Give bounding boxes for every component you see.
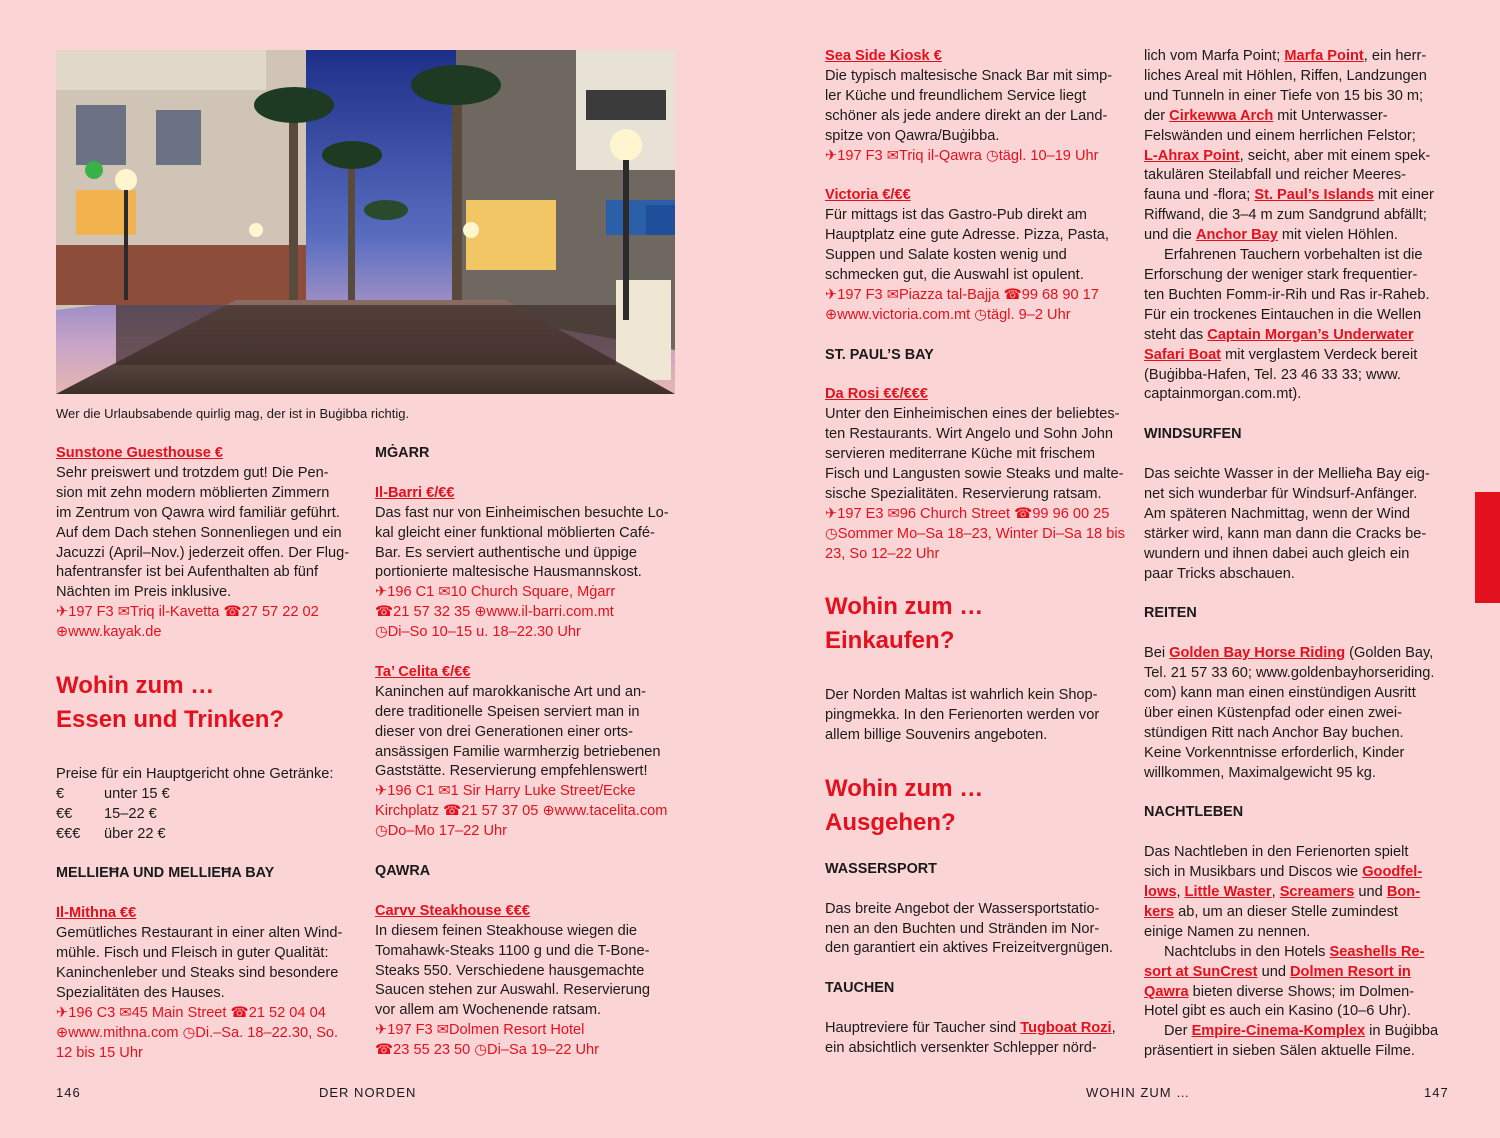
venue-title[interactable]: Il-Mithna €€ (56, 905, 137, 922)
text-line: Tomahawk-Steaks 1100 g und die T-Bone- (375, 942, 650, 959)
text-line: Unter den Einheimischen eines der beliebtes- (825, 406, 1120, 423)
text-line: wundern und ihnen dabei auch gleich ein (1144, 545, 1410, 562)
boat-link[interactable]: Safari Boat (1144, 346, 1222, 363)
text-line: Für ein trockenes Eintauchen in die Wellen (1144, 306, 1422, 323)
text-line: paar Tricks abschauen. (1144, 565, 1295, 582)
text-line: ein absichtlich versenkter Schlepper nörd- (825, 1039, 1097, 1056)
venue-title[interactable]: Sunstone Guesthouse € (56, 445, 224, 461)
text-line: captainmorgan.com.mt). (1144, 386, 1302, 403)
photo-illustration (56, 50, 675, 394)
chapter-tab (1475, 492, 1500, 603)
page-number-right: 147 (1424, 1085, 1449, 1100)
club-link[interactable]: Screamers (1279, 883, 1355, 900)
sub-heading: WINDSURFEN (1144, 426, 1242, 443)
running-title-right: WOHIN ZUM … (1086, 1085, 1191, 1100)
region-heading: ST. PAUL’S BAY (825, 346, 934, 363)
text-line: hafentransfer ist bei Aufenthalten ab fünf (56, 564, 319, 581)
text-line: ler Küche und freundlichem Service liegt (825, 87, 1087, 104)
column-left-1 (56, 444, 361, 1063)
text-line: Kaninchen auf marokkanische Art und an- (375, 683, 646, 700)
venue-info: ⊕www.victoria.com.mt ◷tägl. 9–2 Uhr (825, 306, 1071, 323)
text-line: und Tunneln in einer Tiefe von 15 bis 30 m; (1144, 87, 1424, 104)
text-line: L-Ahrax Point, seicht, aber mit einem spek- (1144, 147, 1431, 164)
text-line: spitze von Qawra/Buġibba. (825, 127, 1000, 144)
text-line: sische Spezialitäten. Reservierung ratsam. (825, 485, 1102, 502)
text-line: Nächten im Preis inklusive. (56, 584, 232, 601)
venue-info: ✈196 C1 ✉10 Church Square, Mġarr (375, 584, 616, 601)
text-line: Die typisch maltesische Snack Bar mit simp- (825, 67, 1113, 84)
text-line: Das Nachtleben in den Ferienorten spielt (1144, 844, 1409, 861)
venue-info: ◷Sommer Mo–Sa 18–23, Winter Di–Sa 18 bis (825, 525, 1125, 542)
venue-info: ◷Do–Mo 17–22 Uhr (375, 823, 507, 840)
text-line: vor allem am Wochenende ratsam. (375, 1002, 602, 1019)
venue-info: ✈197 E3 ✉96 Church Street ☎99 96 00 25 (825, 505, 1110, 522)
venue-website[interactable]: ⊕www.kayak.de (56, 624, 162, 641)
text-line: Hauptreviere für Taucher sind Tugboat Rozi, (825, 1020, 1116, 1036)
text-line: im Zentrum von Qawra wird familiär geführt. (56, 504, 340, 521)
venue-info: Kirchplatz ☎21 57 37 05 ⊕www.tacelita.com (375, 803, 668, 820)
text-line: portionierte maltesische Hausmannskost. (375, 564, 642, 581)
text-line: liches Areal mit Höhlen, Riffen, Landzungen (1144, 67, 1427, 84)
text-line: Steaks 550. Verschiedene hausgemachte (375, 962, 645, 979)
text-line: Gaststätte. Reservierung empfehlenswert! (375, 763, 648, 780)
text-line: Fisch und Langusten sowie Steaks und malte- (825, 465, 1124, 482)
text-line: kal gleicht einer funktional möblierten Café- (375, 524, 655, 541)
photo-caption: Wer die Urlaubsabende quirlig mag, der ist in Buġibba richtig. (56, 406, 410, 421)
text-line: Kaninchenleber und Steaks sind besondere (56, 964, 339, 981)
text-line: allem billige Souvenirs angeboten. (825, 727, 1048, 744)
text-line: stündigen Ritt nach Anchor Bay buchen. (1144, 724, 1404, 741)
text-line: net sich wunderbar für Windsurf-Anfänger. (1144, 485, 1418, 502)
venue-info: ✈197 F3 ✉Piazza tal-Bajja ☎99 68 90 17 (825, 286, 1099, 303)
venue-info: ⊕www.mithna.com ◷Di.–Sa. 18–22.30, So. (56, 1024, 339, 1041)
text-line: Der Norden Maltas ist wahrlich kein Shop- (825, 687, 1098, 704)
section-heading: Wohin zum … (825, 774, 984, 802)
sub-heading: TAUCHEN (825, 980, 895, 997)
text-line: ansässigen Familie warmherzig betriebenen (375, 743, 661, 760)
text-line: Saucen stehen zur Auswahl. Reservierung (375, 982, 651, 999)
dive-site-link[interactable]: St. Paul’s Islands (1254, 187, 1374, 204)
text-line: Qawra bieten diverse Shows; im Dolmen- (1144, 983, 1415, 1000)
dive-site-link[interactable]: Cirkewwa Arch (1169, 107, 1274, 124)
text-line: steht das Captain Morgan’s Underwater (1144, 326, 1414, 343)
text-line: kers ab, um an dieser Stelle zumindest (1144, 903, 1398, 920)
venue-info: 12 bis 15 Uhr (56, 1044, 143, 1061)
cinema-link[interactable]: Empire-Cinema-Komplex (1191, 1023, 1366, 1040)
venue-info: ✈197 F3 ✉Triq il-Qawra ◷tägl. 10–19 Uhr (825, 147, 1099, 164)
text-line: dieser von drei Generationen einer orts- (375, 723, 633, 740)
text-line: der Cirkewwa Arch mit Unterwasser- (1144, 107, 1388, 124)
club-link[interactable]: kers (1144, 903, 1175, 920)
text-line: Das fast nur von Einheimischen besuchte Lo- (375, 504, 669, 521)
venue-info: ☎23 55 23 50 ◷Di–Sa 19–22 Uhr (375, 1042, 600, 1059)
region-heading: MELLIEĦA UND MELLIEĦA BAY (56, 865, 275, 882)
hotel-link[interactable]: Seashells Re- (1329, 943, 1425, 960)
text-line: sich in Musikbars und Discos wie Goodfel- (1144, 864, 1423, 881)
text-line: einige Namen zu nennen. (1144, 923, 1311, 940)
text-line: servieren mediterrane Küche mit frischem (825, 446, 1096, 463)
text-line: Für mittags ist das Gastro-Pub direkt am (825, 207, 1087, 224)
text-line: Tel. 21 57 33 60; www.goldenbayhorseriding. (1144, 665, 1435, 682)
text-line: Riffwand, die 3–4 m zum Sandgrund abfällt; (1144, 207, 1427, 224)
column-right-2 (1144, 47, 1454, 1062)
column-left-2 (375, 444, 680, 1061)
text-line: Gemütliches Restaurant in einer alten Wind- (56, 925, 343, 942)
venue-info: ✈196 C1 ✉1 Sir Harry Luke Street/Ecke (375, 783, 636, 800)
dive-site-link[interactable]: Tugboat Rozi (1020, 1020, 1112, 1036)
text-line: Erforschung der weniger stark frequentier- (1144, 266, 1418, 283)
text-line: und die Anchor Bay mit vielen Höhlen. (1144, 227, 1398, 244)
text-line: Der Empire-Cinema-Komplex in Buġibba (1164, 1023, 1439, 1040)
text-line: sion mit zehn modern möblierten Zimmern (56, 484, 330, 501)
page-number-left: 146 (56, 1085, 81, 1100)
column-right-1 (825, 47, 1130, 1059)
section-heading: Essen und Trinken? (56, 705, 285, 733)
riding-link[interactable]: Golden Bay Horse Riding (1169, 645, 1346, 662)
club-link[interactable]: Goodfel- (1362, 864, 1423, 881)
text-line: sort at SunCrest und Dolmen Resort in (1144, 963, 1411, 980)
text-line: Keine Vorkenntnisse erforderlich, Kinder (1144, 744, 1405, 761)
text-line: den garantiert ein aktives Freizeitvergnügen. (825, 940, 1113, 957)
text-line: Das breite Angebot der Wassersportstatio- (825, 900, 1100, 917)
text-line: Bei Golden Bay Horse Riding (Golden Bay, (1144, 645, 1434, 662)
venue-title[interactable]: Ta’ Celita €/€€ (375, 663, 471, 680)
section-heading: Einkaufen? (825, 627, 955, 655)
text-line: takulären Steilabfall und reicher Meeres- (1144, 167, 1407, 184)
dive-site-link[interactable]: Anchor Bay (1195, 227, 1278, 244)
venue-info: ✈197 F3 ✉Dolmen Resort Hotel (375, 1022, 585, 1039)
street-photo (56, 50, 675, 394)
sub-heading: NACHTLEBEN (1144, 804, 1244, 821)
venue-info: ✈196 C3 ✉45 Main Street ☎21 52 04 04 (56, 1004, 326, 1021)
text-line: willkommen, Maximalgewicht 95 kg. (1144, 764, 1376, 781)
venue-title[interactable]: Sea Side Kiosk € (825, 48, 942, 64)
text-line: Jacuzzi (April–Nov.) jederzeit offen. Der Flug- (56, 544, 350, 561)
text-line: Sehr preiswert und trotzdem gut! Die Pen- (56, 464, 329, 481)
venue-info: ☎21 57 32 35 ⊕www.il-barri.com.mt (375, 604, 614, 621)
club-link[interactable]: Little Waster (1184, 883, 1272, 900)
price-row: €€ 15–22 € (56, 805, 157, 822)
text-line: stärker wird, kann man dann die Cracks be- (1144, 525, 1427, 542)
text-line: Das seichte Wasser in der Mellieħa Bay eig- (1144, 466, 1430, 482)
text-line: lich vom Marfa Point; Marfa Point, ein herr- (1144, 48, 1427, 64)
venue-info: ✈197 F3 ✉Triq il-Kavetta ☎27 57 22 02 (56, 604, 319, 621)
venue-title[interactable]: Il-Barri €/€€ (375, 484, 455, 501)
text-line: präsentiert in sieben Sälen aktuelle Filme. (1144, 1043, 1415, 1060)
section-heading: Wohin zum … (56, 671, 215, 699)
text-line: ten Buchten Fomm-ir-Rih und Ras ir-Raheb. (1144, 286, 1430, 303)
text-line: fauna und -flora; St. Paul’s Islands mit einer (1144, 187, 1434, 204)
section-heading: Ausgehen? (825, 808, 956, 836)
text-line: ten Restaurants. Wirt Angelo und Sohn John (825, 426, 1113, 443)
text-line: Spezialitäten des Hauses. (56, 984, 225, 1001)
text-line: Erfahrenen Tauchern vorbehalten ist die (1164, 247, 1423, 264)
venue-title[interactable]: Carvv Steakhouse €€€ (375, 902, 530, 919)
text-line: schöner als jede andere direkt an der Land- (825, 107, 1108, 124)
text-line: com) kann man einen einstündigen Ausritt (1144, 684, 1416, 701)
dive-site-link[interactable]: L-Ahrax Point (1144, 147, 1240, 164)
running-title-left: DER NORDEN (319, 1085, 417, 1100)
text-line: Felswänden und einem herrlichen Felstor; (1144, 127, 1416, 144)
hotel-link[interactable]: sort at SunCrest (1144, 963, 1258, 980)
text-line: über einen Küstenpfad oder einen zwei- (1144, 704, 1402, 721)
text-line: Am späteren Nachmittag, wenn der Wind (1144, 505, 1411, 522)
text-line: Bar. Es serviert authentische und üppige (375, 544, 638, 561)
text-line: pingmekka. In den Ferienorten werden vor (825, 707, 1100, 724)
hotel-link[interactable]: Dolmen Resort in (1290, 963, 1411, 980)
price-intro: Preise für ein Hauptgericht ohne Getränke: (56, 765, 334, 782)
text-line: (Buġibba-Hafen, Tel. 23 46 33 33; www. (1144, 366, 1401, 383)
club-link[interactable]: lows (1144, 883, 1177, 900)
boat-link[interactable]: Captain Morgan’s Underwater (1207, 326, 1414, 343)
text-line: In diesem feinen Steakhouse wiegen die (375, 922, 638, 939)
venue-info: 23, So 12–22 Uhr (825, 545, 940, 562)
text-line: Suppen und Salate kosten wenig und (825, 247, 1067, 264)
price-row: € unter 15 € (56, 785, 170, 802)
price-row: €€€ über 22 € (56, 825, 166, 842)
text-line: Hauptplatz eine gute Adresse. Pizza, Pasta, (825, 227, 1109, 244)
text-line: dere traditionelle Speisen serviert man in (375, 703, 640, 720)
dive-site-link[interactable]: Marfa Point (1284, 48, 1364, 64)
text-line: Auf dem Dach stehen Sonnenliegen und ein (56, 524, 342, 541)
club-link[interactable]: Bon- (1386, 883, 1421, 900)
text-line: mühle. Fisch und Fleisch in guter Qualität: (56, 944, 329, 961)
sub-heading: WASSERSPORT (825, 860, 937, 877)
text-line: lows, Little Waster, Screamers und Bon- (1144, 883, 1421, 900)
sub-heading: REITEN (1144, 605, 1197, 622)
text-line: Nachtclubs in den Hotels Seashells Re- (1164, 943, 1425, 960)
text-line: schmecken gut, die Auswahl ist opulent. (825, 266, 1084, 283)
text-line: nen an den Buchten und Stränden im Nor- (825, 920, 1100, 937)
text-line: Safari Boat mit verglastem Verdeck bereit (1144, 346, 1418, 363)
venue-title[interactable]: Victoria €/€€ (825, 187, 911, 204)
region-heading: QAWRA (375, 862, 431, 879)
hotel-link[interactable]: Qawra (1144, 983, 1189, 1000)
venue-title[interactable]: Da Rosi €€/€€€ (825, 386, 929, 403)
venue-info: ◷Di–So 10–15 u. 18–22.30 Uhr (375, 624, 581, 641)
region-heading: MĠARR (375, 445, 430, 461)
text-line: Hotel gibt es auch ein Kasino (10–6 Uhr). (1144, 1003, 1411, 1020)
section-heading: Wohin zum … (825, 593, 984, 621)
